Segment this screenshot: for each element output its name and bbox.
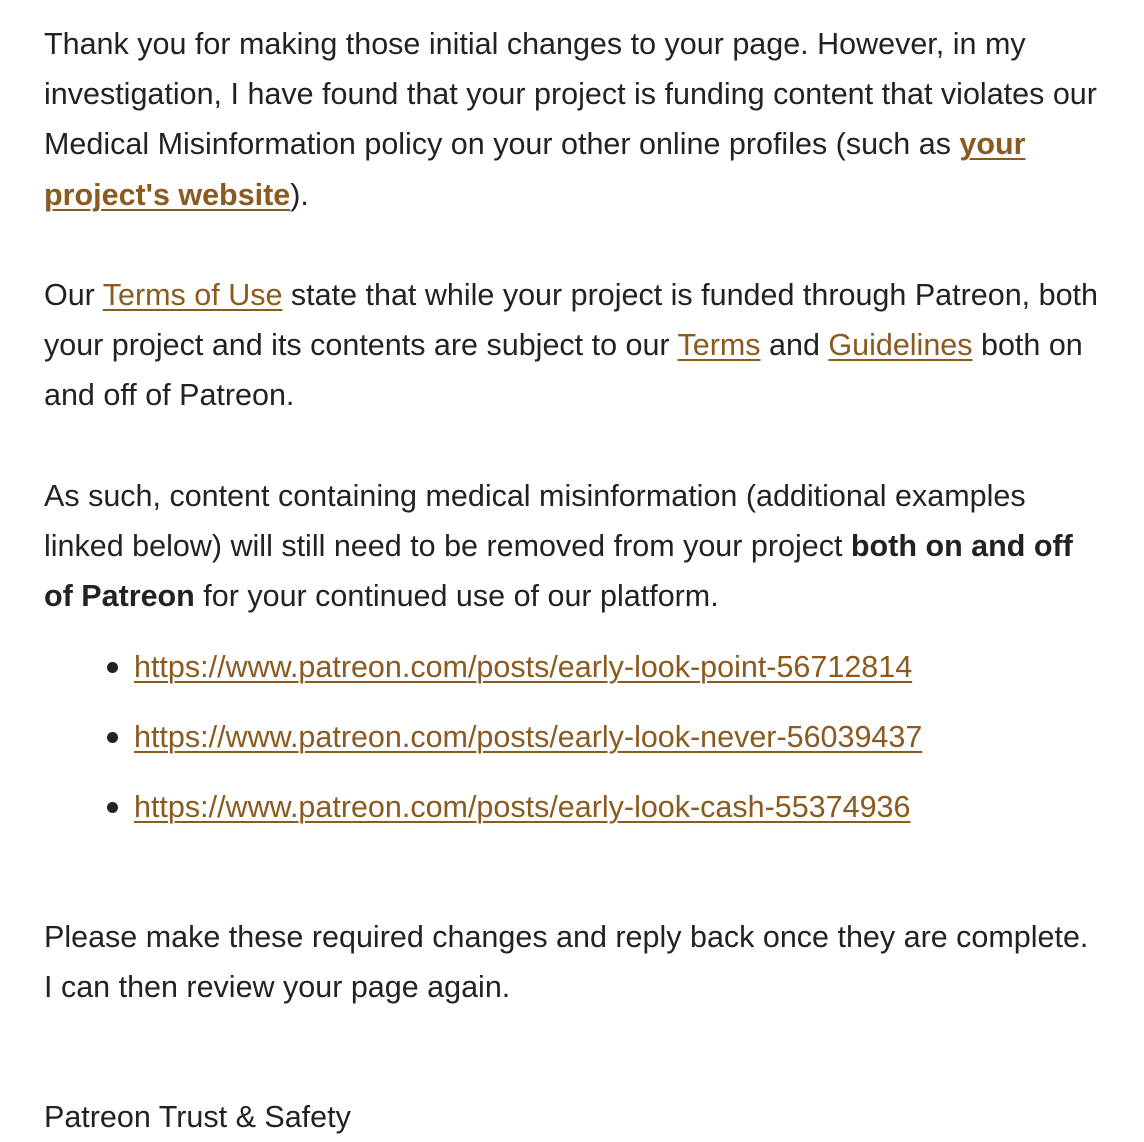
list-item — [134, 782, 1104, 852]
email-body — [44, 19, 1104, 1142]
terms-paragraph — [44, 270, 1104, 421]
project-website-link[interactable]: your project's website — [44, 127, 1026, 212]
example-links-list — [44, 642, 1104, 852]
signature: Patreon Trust & Safety — [44, 1100, 351, 1134]
intro-text: Thank you for making those initial changes to your page. However, in my investigation, I have found that your project is funding content that violates our Medical Misinformation policy on your other online profiles (such as — [44, 27, 1097, 162]
removal-prefix: As such, content containing medical misinformation (additional examples linked below) will still need to be removed from your project — [44, 478, 1026, 563]
terms-suffix: both on and off of Patreon. — [44, 328, 1083, 413]
list-item — [134, 712, 1104, 782]
example-link-1[interactable]: https://www.patreon.com/posts/early-look-point-56712814 — [134, 649, 913, 684]
bullet-icon — [107, 802, 118, 813]
removal-suffix: for your continued use of our platform. — [194, 579, 719, 614]
example-link-3[interactable]: https://www.patreon.com/posts/early-look-cash-55374936 — [134, 789, 911, 824]
removal-paragraph — [44, 471, 1104, 622]
terms-middle: state that while your project is funded through Patreon, both your project and its contents are subject to our — [44, 278, 1098, 363]
intro-suffix: ). — [290, 177, 309, 212]
removal-bold: both on and off of Patreon — [44, 529, 1073, 614]
closing-paragraph: Please make these required changes and reply back once they are complete. I can then review your page again. — [44, 919, 1089, 1004]
bullet-icon — [107, 662, 118, 673]
example-link-2[interactable]: https://www.patreon.com/posts/early-look-never-56039437 — [134, 719, 923, 754]
terms-link[interactable]: Terms — [677, 328, 761, 363]
bullet-icon — [107, 732, 118, 743]
list-item — [134, 642, 1104, 712]
guidelines-link[interactable]: Guidelines — [828, 328, 973, 363]
terms-prefix: Our — [44, 278, 103, 312]
terms-and: and — [760, 328, 829, 363]
intro-paragraph — [44, 19, 1104, 220]
terms-of-use-link[interactable]: Terms of Use — [102, 278, 283, 312]
